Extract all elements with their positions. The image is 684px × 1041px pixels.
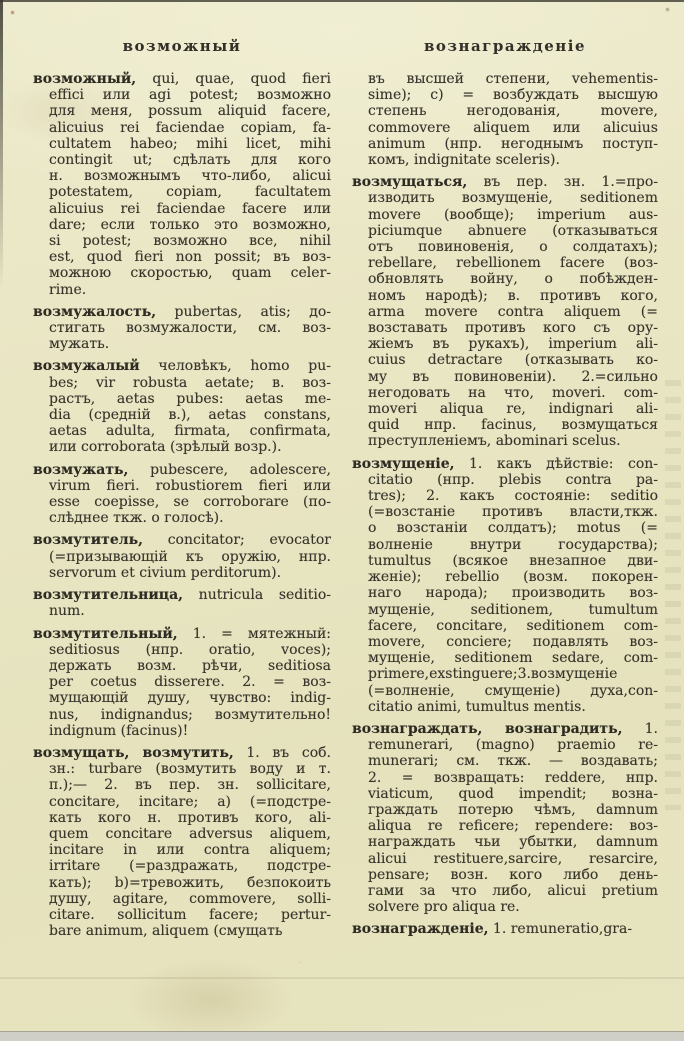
entry-line: primere,exstinguere;3.возмущеніе bbox=[368, 666, 618, 683]
running-head-right: вознагражденіе bbox=[423, 37, 586, 55]
entry-line: (=призывающій къ оружію, нпр. bbox=[49, 548, 331, 565]
entry-line: potestatem, copiam, facultatem bbox=[49, 184, 331, 201]
entry-line: мужать. bbox=[49, 336, 110, 353]
entry-first-line: возможный, qui, quae, quod fieri bbox=[33, 71, 331, 87]
dictionary-entry bbox=[352, 921, 658, 937]
entry-line: cultatem habeo; mihi licet, mihi bbox=[49, 135, 331, 152]
entry-line: pensare; возн. кого либо день- bbox=[368, 866, 658, 883]
entry-line: растъ, aetas pubes: aetas me- bbox=[49, 390, 331, 407]
entry-first-line: возмущать, возмутить, 1. въ соб. bbox=[33, 744, 331, 761]
entry-line: munerari; см. ткж. — воздавать; bbox=[368, 753, 658, 770]
dictionary-entry bbox=[33, 304, 331, 353]
entry-line: alicui restituere,sarcire, resarcire, bbox=[368, 850, 658, 867]
headword: вознагражденіе, bbox=[352, 921, 489, 938]
entry-continuation bbox=[352, 71, 658, 168]
scan-left-edge bbox=[0, 0, 3, 290]
entry-line: sime); c) = возбуждать высшую bbox=[368, 87, 658, 104]
entry-line: seditiosus (нпр. oratio, voces); bbox=[49, 641, 331, 658]
dictionary-entry bbox=[352, 456, 658, 715]
headword: возмужалость, bbox=[33, 303, 157, 320]
entry-line: rime. bbox=[49, 281, 87, 298]
entry-line: piciumque abnuere (отказываться bbox=[368, 222, 658, 239]
entry-line: si potest; возможно все, nihil bbox=[49, 233, 331, 250]
entry-line: quid нпр. facinus, возмущаться bbox=[368, 417, 658, 434]
entry-line: effici или agi potest; возможно bbox=[49, 87, 331, 104]
entry-line: tres); 2. какъ состояніе: seditio bbox=[368, 488, 658, 505]
headword: возмущать, возмутить, bbox=[33, 744, 234, 761]
dictionary-entry bbox=[352, 174, 658, 449]
headword: возмущеніе, bbox=[352, 455, 455, 472]
entry-line: arma movere contra aliquem (= bbox=[368, 303, 658, 320]
entry-line: (=волненіе, смущеніе) духа,con- bbox=[368, 682, 658, 699]
entry-line: est, quod fieri non possit; въ воз- bbox=[49, 249, 331, 266]
entry-first-line: возмущаться, въ пер. зн. 1.=про- bbox=[352, 174, 658, 191]
dictionary-entry bbox=[352, 721, 658, 915]
entry-line: мущеніе, seditionem, tumultum bbox=[368, 601, 658, 618]
entry-first-line: возмужалый человѣкъ, homo pu- bbox=[33, 358, 331, 375]
dictionary-entry bbox=[33, 462, 331, 527]
entry-line: concitare, incitare; a) (=подстре- bbox=[49, 793, 331, 810]
entry-line: solvere pro aliqua re. bbox=[368, 899, 520, 916]
headword: возмутительница, bbox=[33, 587, 184, 604]
entry-first-line: возмужалость, pubertas, atis; до- bbox=[33, 303, 331, 320]
entry-line: граждать потерю чѣмъ, damnum bbox=[368, 801, 658, 818]
entry-line: негодовать на что, moveri. com- bbox=[368, 384, 658, 401]
entry-line: кать кого н. противъ кого, ali- bbox=[49, 809, 331, 826]
entry-line: возставать противъ кого съ ору- bbox=[368, 320, 658, 337]
headword: возмужалый bbox=[33, 358, 140, 375]
entry-line: dia (средній в.), aetas constans, bbox=[49, 407, 331, 424]
entry-line: наго народа); производить воз- bbox=[368, 585, 658, 602]
entry-line: facere, concitare, seditionem com- bbox=[368, 617, 658, 634]
entry-line: num. bbox=[49, 603, 85, 620]
entry-line: indignum (facinus)! bbox=[49, 722, 189, 739]
entry-line: стигать возмужалости, см. воз- bbox=[49, 320, 331, 337]
entry-line: incitare in или contra aliquem; bbox=[49, 842, 331, 859]
running-head-left: возможный bbox=[122, 37, 242, 55]
entry-line: комъ, indignitate sceleris). bbox=[368, 152, 560, 169]
entry-line: (=возстаніе противъ власти,ткж. bbox=[368, 504, 658, 521]
dictionary-entry bbox=[33, 587, 331, 619]
scan-bottom-edge bbox=[0, 1031, 684, 1041]
entry-line: contingit ut; сдѣлать для кого bbox=[49, 152, 331, 169]
entry-line: esse coepisse, se corroborare (по- bbox=[49, 494, 331, 511]
entry-first-line: возмущеніе, 1. какъ дѣйствіе: con- bbox=[352, 455, 658, 472]
headword: возмутитель, bbox=[33, 532, 144, 549]
headword: возможный, bbox=[33, 71, 137, 87]
entry-line: женіе); rebellio (возм. покорен- bbox=[368, 569, 658, 586]
entry-line: кать); b)=тревожить, безпокоить bbox=[49, 874, 331, 891]
entry-line: moveri aliqua re, indignari ali- bbox=[368, 401, 658, 418]
entry-line: commovere aliquem или alicuius bbox=[368, 119, 658, 136]
entry-line: animum (нпр. негоднымъ поступ- bbox=[368, 135, 658, 152]
dictionary-entry bbox=[33, 358, 331, 455]
dictionary-column-right bbox=[352, 71, 658, 944]
entry-line: movere (вообще); imperium aus- bbox=[368, 206, 658, 223]
entry-line: aetas adulta, firmata, confirmata, bbox=[49, 423, 331, 440]
entry-line: viaticum, quod impendit; возна- bbox=[368, 785, 658, 802]
entry-line: bes; vir robusta aetate; в. воз- bbox=[49, 374, 331, 391]
entry-line: волненіе внутри государства); bbox=[368, 536, 658, 553]
entry-line: tumultus (всякое внезапное дви- bbox=[368, 552, 658, 569]
entry-line: отъ повиновенія, о солдатахъ); bbox=[368, 239, 658, 256]
entry-first-line: возмутительница, nutricula seditio- bbox=[33, 587, 331, 604]
entry-line: преступленіемъ, abominari scelus. bbox=[368, 433, 621, 450]
entry-first-line: вознагражденіе, 1. remuneratio,gra- bbox=[352, 921, 633, 938]
reverse-side-bleedthrough bbox=[665, 380, 681, 810]
entry-line: душу, agitare, commovere, solli- bbox=[49, 890, 331, 907]
entry-line: му въ повиновеніи). 2.=сильно bbox=[368, 368, 658, 385]
entry-line: per coetus disserere. 2. = воз- bbox=[49, 674, 331, 691]
entry-line: мущеніе, seditionem sedare, com- bbox=[368, 650, 658, 667]
entry-line: или corroborata (зрѣлый возр.). bbox=[49, 439, 282, 456]
entry-line: степень негодованія, movere, bbox=[368, 103, 658, 120]
entry-line: обновлять войну, о побѣжден- bbox=[368, 271, 658, 288]
entry-line: movere, conciere; подавлять воз- bbox=[368, 633, 658, 650]
dictionary-entry bbox=[33, 626, 331, 739]
entry-line: держать возм. рѣчи, seditiosa bbox=[49, 657, 331, 674]
entry-line: мущающій душу, чувство: indig- bbox=[49, 690, 331, 707]
entry-line: cuius detractare (отказывать ко- bbox=[368, 352, 658, 369]
entry-line: servorum et civium perditorum). bbox=[49, 564, 282, 581]
entry-line: irritare (=раздражать, подстре- bbox=[49, 858, 331, 875]
entry-line: изводить возмущеніе, seditionem bbox=[368, 190, 658, 207]
entry-line: номъ народѣ); в. противъ кого, bbox=[368, 287, 658, 304]
entry-line: 2. = возвращать: reddere, нпр. bbox=[368, 769, 658, 786]
entry-line: citare. sollicitum facere; pertur- bbox=[49, 906, 331, 923]
entry-line: rebellare, rebellionem facere (воз- bbox=[368, 255, 658, 272]
entry-line: гами за что либо, alicui pretium bbox=[368, 882, 658, 899]
entry-line: для меня, possum aliquid facere, bbox=[49, 103, 331, 120]
scan-top-edge bbox=[0, 0, 684, 2]
entry-first-line: возмужать, pubescere, adolescere, bbox=[33, 461, 331, 478]
entry-line: п.);— 2. въ пер. зн. sollicitare, bbox=[49, 777, 331, 794]
entry-line: virum fieri. robustiorem fieri или bbox=[49, 477, 331, 494]
headword: возмущаться, bbox=[352, 174, 468, 191]
headword: возмужать, bbox=[33, 461, 129, 478]
entry-first-line: возмутительный, 1. = мятежный: bbox=[33, 625, 331, 642]
dictionary-entry bbox=[33, 745, 331, 939]
entry-first-line: возмутитель, concitator; evocator bbox=[33, 532, 331, 549]
entry-line: н. возможнымъ что-либо, alicui bbox=[49, 168, 331, 185]
entry-line: dare; если только это возможно, bbox=[49, 216, 331, 233]
entry-line: citatio (нпр. plebis contra pa- bbox=[368, 471, 658, 488]
entry-line: nus, indignandus; возмутительно! bbox=[49, 706, 331, 723]
entry-line: жіемъ въ рукахъ), imperium ali- bbox=[368, 336, 658, 353]
headword: возмутительный, bbox=[33, 625, 178, 642]
entry-line: bare animum, aliquem (смущать bbox=[49, 923, 283, 940]
entry-line: о возстаніи солдатъ); motus (= bbox=[368, 520, 658, 537]
dictionary-entry bbox=[33, 71, 331, 298]
headword: вознаграждать, вознаградить, bbox=[352, 720, 623, 737]
dictionary-entry bbox=[33, 532, 331, 581]
entry-line: aliqua re reficere; rependere: воз- bbox=[368, 818, 658, 835]
paper-crease bbox=[0, 977, 684, 979]
entry-line: награждать чьи убытки, damnum bbox=[368, 834, 658, 851]
entry-line: alicuius rei faciendae copiam, fa- bbox=[49, 119, 331, 136]
entry-line: можною скоростью, quam celer- bbox=[49, 265, 331, 282]
dictionary-column-left bbox=[33, 71, 331, 945]
entry-line: quem concitare adversus aliquem, bbox=[49, 825, 331, 842]
entry-first-line: въ высшей степени, vehementis- bbox=[368, 71, 658, 87]
entry-line: зн.: turbare (возмутить воду и т. bbox=[49, 761, 331, 778]
entry-first-line: вознаграждать, вознаградить, 1. bbox=[352, 720, 658, 737]
entry-line: citatio animi, tumultus mentis. bbox=[368, 698, 586, 715]
entry-line: слѣднее ткж. о голосѣ). bbox=[49, 510, 224, 527]
entry-line: alicuius rei faciendae facere или bbox=[49, 200, 331, 217]
entry-line: remunerari, (magno) praemio re- bbox=[368, 737, 658, 754]
